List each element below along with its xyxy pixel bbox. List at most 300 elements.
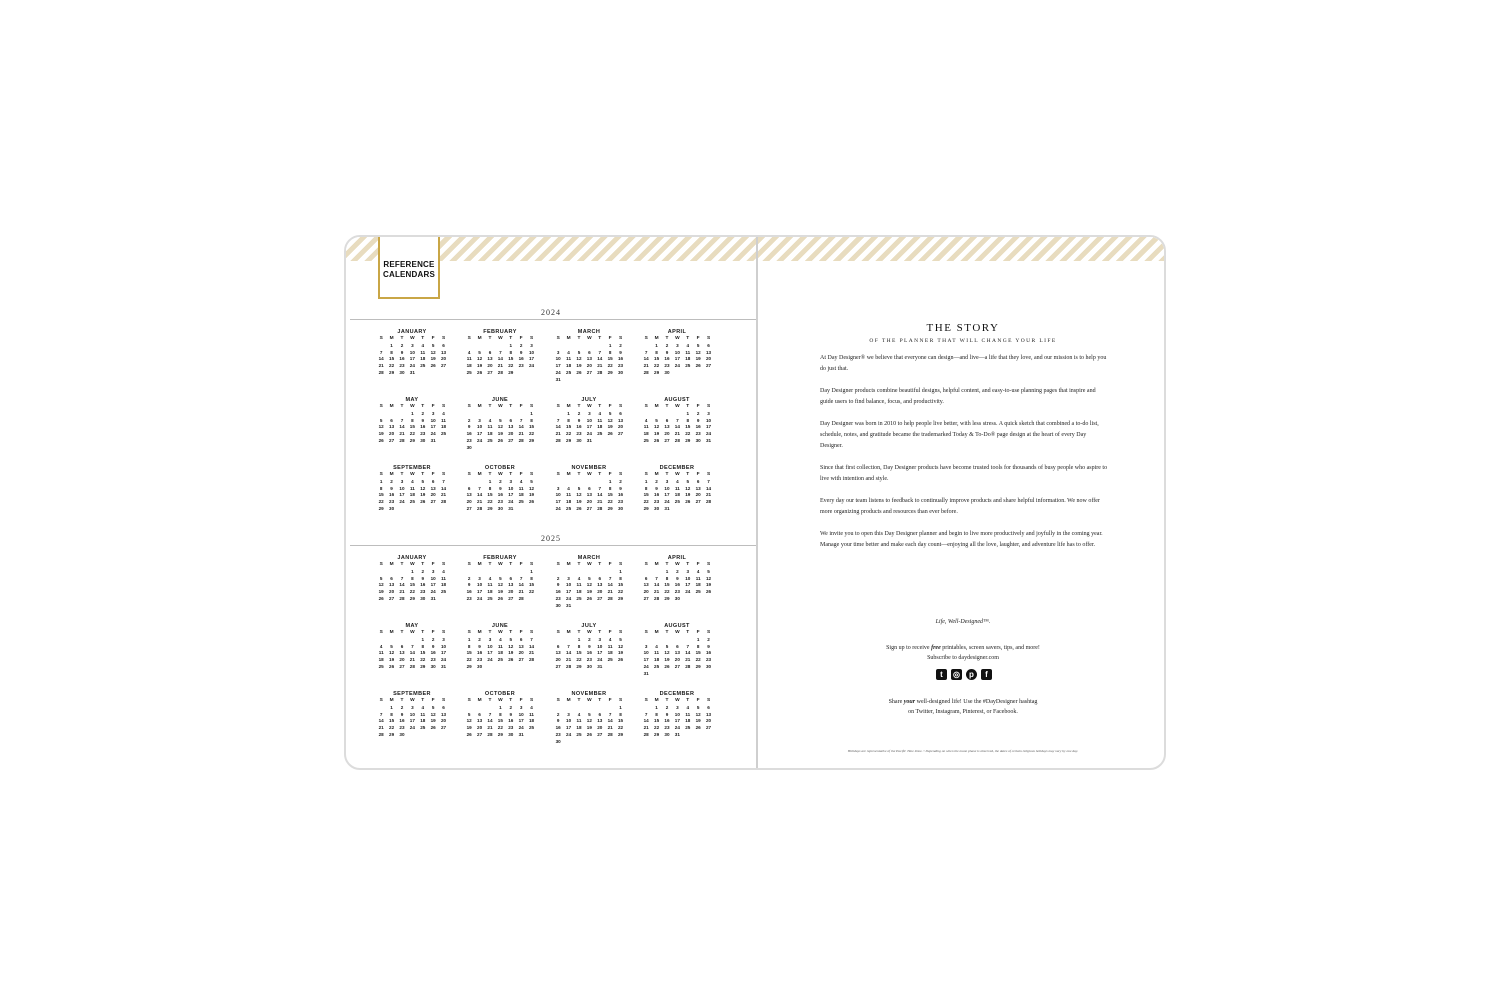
empty-day [584,343,594,350]
day-number: 15 [643,492,649,498]
day-number: 23 [555,731,561,737]
weekday-header: S [618,698,623,703]
day-number: 30 [695,437,701,443]
weekday-header: F [431,630,435,635]
day-number: 14 [409,650,415,656]
day-number: 2 [655,478,658,484]
day-number: 22 [654,363,660,369]
day-number: 12 [576,356,582,362]
weekday-header: S [467,472,471,477]
day-number: 16 [399,356,405,362]
day-number: 22 [508,363,514,369]
day-number: 23 [617,363,624,369]
weekday-header: M [389,404,394,409]
weekday-header: F [696,472,700,477]
weekday-header: W [498,336,503,341]
day-number: 23 [466,437,472,443]
day-number: 17 [555,499,561,505]
day-number: 8 [696,643,700,649]
month-title: MAY [405,623,419,629]
weekday-header: S [618,472,623,477]
day-number: 16 [399,718,405,724]
day-number: 13 [430,485,436,491]
empty-day [605,569,615,576]
empty-day [506,411,516,418]
day-number: 14 [566,650,572,656]
month-june-2025 [464,622,536,671]
day-number: 15 [389,718,395,724]
day-number: 2 [390,478,393,484]
day-number: 11 [487,424,493,430]
weekday-header: T [577,562,581,567]
day-number: 22 [378,499,384,505]
day-number: 29 [378,505,384,511]
month-day-grid [376,630,448,671]
day-number: 7 [499,349,502,355]
day-number: 28 [674,437,680,443]
weekday-header: F [519,562,523,567]
day-number: 24 [674,363,680,369]
empty-day [563,569,573,576]
month-day-grid [553,472,625,513]
day-number: 12 [654,424,660,430]
month-november-2025 [553,690,625,746]
month-march-2025 [553,554,625,610]
month-title: FEBRUARY [483,329,517,335]
weekday-header: S [556,336,560,341]
weekday-header: S [644,562,648,567]
day-number: 28 [378,369,384,375]
weekday-header: S [529,336,534,341]
day-number: 23 [674,589,680,595]
day-number: 2 [509,704,513,710]
empty-day [595,343,605,350]
day-number: 8 [567,417,570,423]
day-number: 9 [588,643,591,649]
weekday-header: S [441,336,446,341]
day-number: 21 [685,657,691,663]
weekday-header: S [441,698,446,703]
day-number: 1 [488,478,492,484]
day-number: 9 [509,711,513,717]
day-number: 6 [488,349,492,355]
day-number: 19 [586,589,592,595]
weekday-header: T [598,336,602,341]
weekday-header: F [431,698,435,703]
day-number: 5 [379,575,383,581]
day-number: 17 [518,718,524,724]
empty-day [553,569,563,576]
day-number: 20 [586,363,592,369]
day-number: 29 [389,369,395,375]
share-line2: on Twitter, Instagram, Pinterest, or Facebook. [908,709,1018,715]
day-number: 6 [588,349,591,355]
day-number: 30 [466,444,472,450]
day-number: 2 [467,575,471,581]
day-number: 1 [686,410,690,416]
day-number: 4 [676,478,679,484]
day-number: 11 [441,575,446,581]
day-number: 2 [556,711,560,717]
facebook-icon: f [981,669,992,680]
day-number: 21 [654,589,660,595]
weekday-header: S [706,336,711,341]
weekday-header: S [379,562,383,567]
day-number: 26 [695,363,701,369]
weekday-header: F [608,630,612,635]
day-number: 21 [518,431,524,437]
day-number: 19 [617,650,624,656]
day-number: 7 [608,575,612,581]
day-number: 28 [685,663,691,669]
weekday-header: S [644,698,648,703]
day-number: 14 [477,492,483,498]
day-number: 6 [696,478,700,484]
day-number: 18 [420,356,426,362]
empty-day [376,705,386,712]
day-number: 20 [597,589,603,595]
day-number: 25 [685,725,691,731]
day-number: 8 [390,711,393,717]
day-number: 22 [607,499,613,505]
day-number: 20 [617,424,624,430]
day-number: 6 [598,711,602,717]
day-number: 28 [566,663,572,669]
day-number: 13 [705,711,712,717]
day-number: 26 [378,595,384,601]
day-number: 31 [664,505,670,511]
weekday-header: M [654,630,659,635]
weekday-header: T [686,336,690,341]
day-number: 3 [598,636,602,642]
day-number: 12 [705,575,712,581]
day-number: 16 [477,650,483,656]
day-number: 12 [528,485,535,491]
day-number: 4 [530,704,533,710]
empty-day [641,569,651,576]
day-number: 12 [586,582,592,588]
day-number: 18 [607,650,613,656]
day-number: 20 [440,356,447,362]
weekday-header: T [421,404,425,409]
day-number: 3 [707,410,710,416]
weekday-header: T [598,630,602,635]
day-number: 30 [420,437,426,443]
weekday-header: S [467,630,471,635]
day-number: 10 [399,485,405,491]
weekday-header: W [410,404,415,409]
empty-day [563,343,573,350]
day-number: 11 [674,485,680,491]
day-number: 17 [597,650,603,656]
day-number: 7 [400,575,404,581]
day-number: 8 [467,643,471,649]
day-number: 31 [643,670,649,676]
day-number: 15 [497,718,503,724]
weekday-header: F [696,404,700,409]
day-number: 24 [528,363,535,369]
empty-day [563,705,573,712]
empty-day [516,411,526,418]
day-number: 15 [654,718,660,724]
day-number: 16 [389,492,395,498]
empty-day [397,569,407,576]
weekday-header: T [686,698,690,703]
day-number: 12 [695,711,701,717]
day-number: 13 [440,711,447,717]
day-number: 5 [431,704,435,710]
day-number: 5 [390,643,393,649]
empty-day [397,637,407,644]
weekday-header: S [644,404,648,409]
day-number: 31 [555,376,561,382]
day-number: 14 [487,718,493,724]
day-number: 7 [379,711,383,717]
month-title: AUGUST [664,397,690,403]
empty-day [474,411,484,418]
weekday-header: T [577,630,581,635]
weekday-header: S [556,472,560,477]
month-title: MARCH [577,555,601,561]
day-number: 10 [477,424,483,430]
weekday-header: T [421,472,425,477]
day-number: 7 [707,478,710,484]
month-title: DECEMBER [659,465,695,471]
day-number: 9 [676,575,679,581]
day-number: 29 [409,437,415,443]
day-number: 3 [478,575,481,581]
empty-day [574,343,584,350]
day-number: 20 [597,725,603,731]
day-number: 4 [421,342,425,348]
subscribe-line: Subscribe to daydesigner.com [927,655,999,661]
day-number: 19 [576,363,582,369]
weekday-header: S [556,698,560,703]
day-number: 8 [499,711,502,717]
month-april-2024 [641,328,713,377]
month-april-2025 [641,554,713,603]
month-day-grid [376,562,448,603]
day-number: 30 [576,437,582,443]
weekday-header: T [400,698,404,703]
day-number: 13 [477,718,483,724]
day-number: 20 [389,589,395,595]
weekday-header: F [608,336,612,341]
day-number: 17 [409,718,415,724]
day-number: 8 [619,575,622,581]
story-body [820,353,1110,562]
day-number: 25 [378,663,384,669]
month-day-grid [641,472,713,513]
day-number: 5 [467,711,471,717]
day-number: 12 [586,718,592,724]
day-number: 20 [508,589,514,595]
day-number: 18 [420,718,426,724]
weekday-header: F [696,698,700,703]
day-number: 6 [390,417,393,423]
day-number: 16 [617,492,624,498]
day-number: 22 [617,725,624,731]
day-number: 13 [674,650,680,656]
day-number: 31 [430,595,436,601]
day-number: 9 [707,643,710,649]
empty-day [641,637,651,644]
day-number: 22 [409,431,415,437]
day-number: 24 [643,663,649,669]
day-number: 9 [421,417,425,423]
day-number: 16 [576,424,582,430]
weekday-header: S [467,562,471,567]
day-number: 7 [676,417,679,423]
day-number: 21 [643,363,649,369]
empty-day [464,569,474,576]
month-day-grid [376,698,448,739]
day-number: 4 [442,410,445,416]
day-number: 27 [399,663,405,669]
day-number: 11 [420,349,426,355]
share-emphasis: your [903,699,916,705]
weekday-header: S [441,630,446,635]
day-number: 29 [497,731,503,737]
day-number: 24 [566,731,572,737]
weekday-header: S [467,336,471,341]
day-number: 19 [420,492,426,498]
day-number: 16 [508,718,514,724]
day-number: 10 [440,643,447,649]
month-title: JUNE [491,397,509,403]
day-number: 9 [655,485,658,491]
weekday-header: T [598,472,602,477]
day-number: 3 [665,478,669,484]
day-number: 3 [567,711,570,717]
day-number: 17 [566,589,572,595]
weekday-header: T [665,404,669,409]
weekday-header: S [556,630,560,635]
day-number: 15 [617,718,624,724]
day-number: 8 [530,575,533,581]
day-number: 11 [685,711,691,717]
day-number: 24 [566,595,572,601]
day-number: 16 [674,582,680,588]
day-number: 1 [499,704,502,710]
day-number: 19 [654,431,660,437]
day-number: 7 [686,643,690,649]
empty-day [506,569,516,576]
day-number: 1 [608,342,612,348]
day-number: 16 [705,650,712,656]
month-january-2025 [376,554,448,603]
empty-day [376,637,386,644]
day-number: 11 [654,650,660,656]
day-number: 8 [421,643,425,649]
weekday-header: W [410,336,415,341]
day-number: 10 [555,356,561,362]
day-number: 17 [440,650,447,656]
day-number: 10 [566,718,572,724]
day-number: 26 [430,363,436,369]
day-number: 24 [586,431,592,437]
day-number: 9 [519,349,523,355]
day-number: 9 [499,485,502,491]
weekday-header: M [389,336,394,341]
day-number: 28 [607,731,613,737]
day-number: 13 [586,492,592,498]
weekday-header: T [509,698,513,703]
day-number: 25 [597,431,603,437]
weekday-header: S [529,562,534,567]
month-march-2024 [553,328,625,384]
weekday-header: T [665,562,669,567]
day-number: 7 [400,417,404,423]
weekday-header: M [477,336,482,341]
day-number: 2 [665,342,669,348]
story-paragraph: Day Designer was born in 2010 to help people live better, with less stress. A quick sketch that combined a to-do list, schedule, notes, and gratitude became the trademarked Today & To-Do® page design at the heart of every Day Designer. [820,421,1099,449]
month-title: NOVEMBER [571,691,607,697]
day-number: 20 [508,431,514,437]
day-number: 12 [430,711,436,717]
day-number: 20 [705,356,712,362]
day-number: 2 [556,575,560,581]
weekday-header: T [509,336,513,341]
day-number: 3 [519,704,523,710]
day-number: 7 [644,711,648,717]
empty-day [553,705,563,712]
day-number: 22 [497,725,503,731]
weekday-header: T [421,630,425,635]
day-number: 2 [421,410,425,416]
weekday-header: M [477,404,482,409]
month-title: JULY [581,623,597,629]
day-number: 10 [685,575,691,581]
day-number: 6 [665,417,669,423]
day-number: 6 [509,575,513,581]
day-number: 21 [518,589,524,595]
empty-day [651,637,661,644]
day-number: 18 [528,718,535,724]
day-number: 18 [685,356,691,362]
day-number: 13 [508,582,514,588]
day-number: 10 [477,582,483,588]
day-number: 25 [576,595,582,601]
footnote: Holidays are representative of the Pacific Time Zone. • Depending on when the moon phase is observed, the dates of certain religious holidays may vary by one day. [847,749,1079,753]
day-number: 16 [466,431,472,437]
day-number: 4 [577,711,581,717]
day-number: 10 [664,485,670,491]
day-number: 24 [399,499,405,505]
month-day-grid [376,472,448,513]
weekday-header: F [431,336,435,341]
day-number: 5 [588,711,591,717]
empty-day [651,569,661,576]
weekday-header: T [400,472,404,477]
day-number: 10 [508,485,514,491]
day-number: 19 [466,725,472,731]
day-number: 30 [664,369,670,375]
day-number: 12 [497,582,503,588]
weekday-header: M [654,404,659,409]
empty-day [376,411,386,418]
signup-line [758,643,1166,653]
weekday-header: M [389,630,394,635]
day-number: 8 [577,643,581,649]
day-number: 6 [467,485,471,491]
day-number: 20 [674,657,680,663]
day-number: 1 [567,410,570,416]
day-number: 3 [676,704,679,710]
day-number: 13 [508,424,514,430]
day-number: 20 [586,499,592,505]
day-number: 13 [389,424,395,430]
